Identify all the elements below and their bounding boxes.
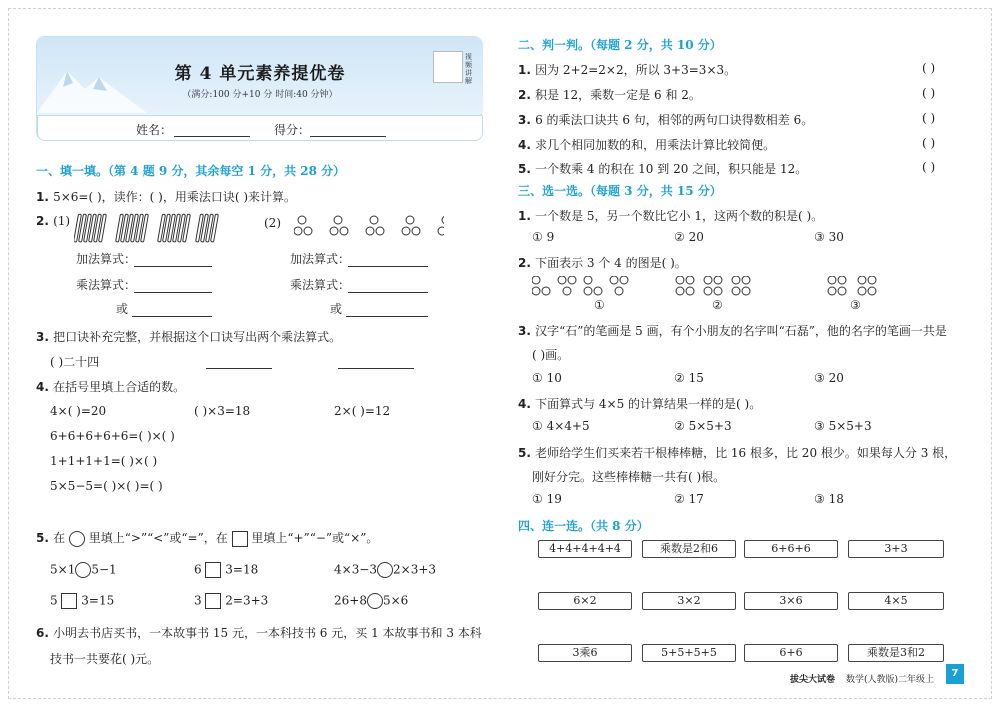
match-mid-3[interactable]: 3×6 <box>744 592 838 610</box>
section4-title: 四、连一连。（共 8 分） <box>518 519 649 533</box>
or-label-2: 或 <box>330 302 343 316</box>
add-label-2: 加法算式： <box>290 252 351 266</box>
s1-q1: 1. 5×6=( )，读作：( )，用乘法口诀( )来计算。 <box>36 190 297 204</box>
s3-q2-opt1[interactable]: ① <box>594 298 605 312</box>
or-label-1: 或 <box>116 302 129 316</box>
s2-item-5: 5. 一个数乘 4 的积在 10 到 20 之间，积只能是 12。 <box>518 162 808 176</box>
s3-q3-opt3[interactable]: ③ 20 <box>814 371 844 385</box>
name-score-row <box>37 115 483 141</box>
match-top-4[interactable]: 3+3 <box>848 540 944 558</box>
s1-q4-r1c3: 2×( )=12 <box>334 404 391 418</box>
match-mid-4[interactable]: 4×5 <box>848 592 944 610</box>
s1-q4-r1c2: ( )×3=18 <box>194 404 251 418</box>
s1-q5-r1c2: 6 3=18 <box>194 562 259 577</box>
video-explanation-label: 视频讲解 <box>465 53 472 85</box>
s1-q3-answer-1[interactable] <box>206 368 272 369</box>
operator-square[interactable] <box>205 562 221 578</box>
name-field[interactable] <box>174 136 250 137</box>
add-label-1: 加法算式： <box>76 252 137 266</box>
s3-q1-opt1[interactable]: ① 9 <box>532 230 555 244</box>
section1-title: 一、填一填。（第 4 题 9 分，其余每空 1 分，共 28 分） <box>36 164 346 178</box>
s1-q5-r2c1: 5 3=15 <box>50 593 115 608</box>
s1-q5-r2c3: 26+8 5×6 <box>334 593 409 608</box>
or-answer-1[interactable] <box>132 316 212 317</box>
score-field[interactable] <box>310 136 386 137</box>
s3-q5-opt2[interactable]: ② 17 <box>674 492 704 506</box>
mul-label-1: 乘法算式： <box>76 278 137 292</box>
header-banner <box>37 37 483 113</box>
s1-q4-r1c1: 4×( )=20 <box>50 404 107 418</box>
s2-item-1: 1. 因为 2+2=2×2，所以 3+3=3×3。 <box>518 63 737 77</box>
match-top-1[interactable]: 4+4+4+4+4 <box>538 540 632 558</box>
s3-q5-line1: 5. 老师给学生们买来若干根棒棒糖，比 16 根多，比 20 根少。如果每人分 3 根， <box>518 446 957 460</box>
section2-title: 二、判一判。（每题 2 分，共 10 分） <box>518 38 722 52</box>
section3-title: 三、选一选。（每题 3 分，共 15 分） <box>518 184 722 198</box>
s2-item-4: 4. 求几个相同加数的和，用乘法计算比较简便。 <box>518 138 776 152</box>
match-top-3[interactable]: 6+6+6 <box>744 540 838 558</box>
s1-q4-r4: 5×5−5=( )×( )=( ) <box>50 479 163 493</box>
operator-square[interactable] <box>205 593 221 609</box>
s2-item-2: 2. 积是 12，乘数一定是 6 和 2。 <box>518 88 701 102</box>
compare-circle[interactable] <box>377 562 393 578</box>
paper-header <box>36 36 482 140</box>
s1-q2-part2-label: (2) <box>264 216 281 230</box>
s1-q6-line1: 6. 小明去书店买书，一本故事书 15 元，一本科技书 6 元，买 1 本故事书和 3 本科 <box>36 626 482 640</box>
match-bottom-3[interactable]: 6+6 <box>744 644 838 662</box>
paper-title: 第 4 单元素养提优卷 <box>174 64 346 84</box>
add-answer-2[interactable] <box>348 266 428 267</box>
operator-square[interactable] <box>61 593 77 609</box>
name-label: 姓名： <box>136 123 173 137</box>
compare-circle[interactable] <box>367 593 383 609</box>
s3-q3-opt1[interactable]: ① 10 <box>532 371 562 385</box>
s2-answer-4[interactable]: ( ) <box>922 136 936 150</box>
match-bottom-2[interactable]: 5+5+5+5 <box>642 644 736 662</box>
s3-q1-opt2[interactable]: ② 20 <box>674 230 704 244</box>
s3-q3-opt2[interactable]: ② 15 <box>674 371 704 385</box>
s1-q5-r2c2: 3 2=3+3 <box>194 593 269 608</box>
match-bottom-4[interactable]: 乘数是3和2 <box>848 644 944 662</box>
left-column <box>36 36 484 696</box>
score-label: 得分： <box>274 123 311 137</box>
match-mid-2[interactable]: 3×2 <box>642 592 736 610</box>
s3-q2-opt3[interactable]: ③ <box>850 298 861 312</box>
s3-q1: 1. 一个数是 5，另一个数比它小 1，这两个数的积是( )。 <box>518 209 824 223</box>
qr-code-icon[interactable] <box>433 51 463 83</box>
match-mid-1[interactable]: 6×2 <box>538 592 632 610</box>
right-column <box>518 36 970 696</box>
s3-q1-opt3[interactable]: ③ 30 <box>814 230 844 244</box>
s2-answer-5[interactable]: ( ) <box>922 160 936 174</box>
s2-answer-1[interactable]: ( ) <box>922 61 936 75</box>
match-bottom-1[interactable]: 3乘6 <box>538 644 632 662</box>
s1-q2: 2. (1) <box>36 214 71 228</box>
mul-answer-2[interactable] <box>348 292 428 293</box>
s1-q5: 5. 在 里填上“>”“<”或“=”，在 里填上“+”“−”或“×”。 <box>36 531 379 545</box>
add-answer-1[interactable] <box>134 266 212 267</box>
s2-item-3: 3. 6 的乘法口诀共 6 句，相邻的两句口诀得数相差 6。 <box>518 113 814 127</box>
s1-q5-r1c1: 5×1 5−1 <box>50 562 117 577</box>
s1-q4: 4. 在括号里填上合适的数。 <box>36 380 186 394</box>
s3-q4-opt1[interactable]: ① 4×4+5 <box>532 419 590 433</box>
s1-q6-line2: 技书一共要花( )元。 <box>50 652 160 666</box>
s3-q5-opt1[interactable]: ① 19 <box>532 492 562 506</box>
s3-q2: 2. 下面表示 3 个 4 的图是( )。 <box>518 256 687 270</box>
mul-answer-1[interactable] <box>134 292 212 293</box>
footer-brand: 拔尖大试卷 <box>790 675 836 685</box>
circle-blank-icon <box>69 531 85 547</box>
match-top-2[interactable]: 乘数是2和6 <box>642 540 736 558</box>
circles-group-icon <box>294 214 444 244</box>
s3-q3-line1: 3. 汉字“石”的笔画是 5 画，有个小朋友的名字叫“石磊”，他的名字的笔画一共是 <box>518 324 947 338</box>
s1-q3-rhyme: ( )二十四 <box>50 355 100 369</box>
s3-q4-opt2[interactable]: ② 5×5+3 <box>674 419 732 433</box>
sticks-bundle-icon <box>74 212 224 246</box>
or-answer-2[interactable] <box>346 316 428 317</box>
s3-q2-opt2[interactable]: ② <box>712 298 723 312</box>
s3-q3-line2: ( )画。 <box>532 348 570 362</box>
s2-answer-3[interactable]: ( ) <box>922 111 936 125</box>
s1-q4-r3: 1+1+1+1=( )×( ) <box>50 454 158 468</box>
square-blank-icon <box>232 531 248 547</box>
s1-q4-r2: 6+6+6+6+6=( )×( ) <box>50 429 175 443</box>
footer-subject: 数学(人教版)二年级上 <box>846 675 935 685</box>
s3-q4-opt3[interactable]: ③ 5×5+3 <box>814 419 872 433</box>
paper-subtitle: （满分:100 分+10 分 时间:40 分钟） <box>182 90 338 100</box>
s1-q3-answer-2[interactable] <box>338 368 414 369</box>
mul-label-2: 乘法算式： <box>290 278 351 292</box>
compare-circle[interactable] <box>75 562 91 578</box>
s3-q4: 4. 下面算式与 4×5 的计算结果一样的是( )。 <box>518 397 762 411</box>
s3-q5-opt3[interactable]: ③ 18 <box>814 492 844 506</box>
s2-answer-2[interactable]: ( ) <box>922 86 936 100</box>
s3-q5-line2: 刚好分完。这些棒棒糖一共有( )根。 <box>532 470 726 484</box>
s1-q5-r1c3: 4×3−3 2×3+3 <box>334 562 437 577</box>
page-number: 7 <box>946 664 964 684</box>
s1-q3: 3. 把口诀补充完整，并根据这个口诀写出两个乘法算式。 <box>36 330 342 344</box>
